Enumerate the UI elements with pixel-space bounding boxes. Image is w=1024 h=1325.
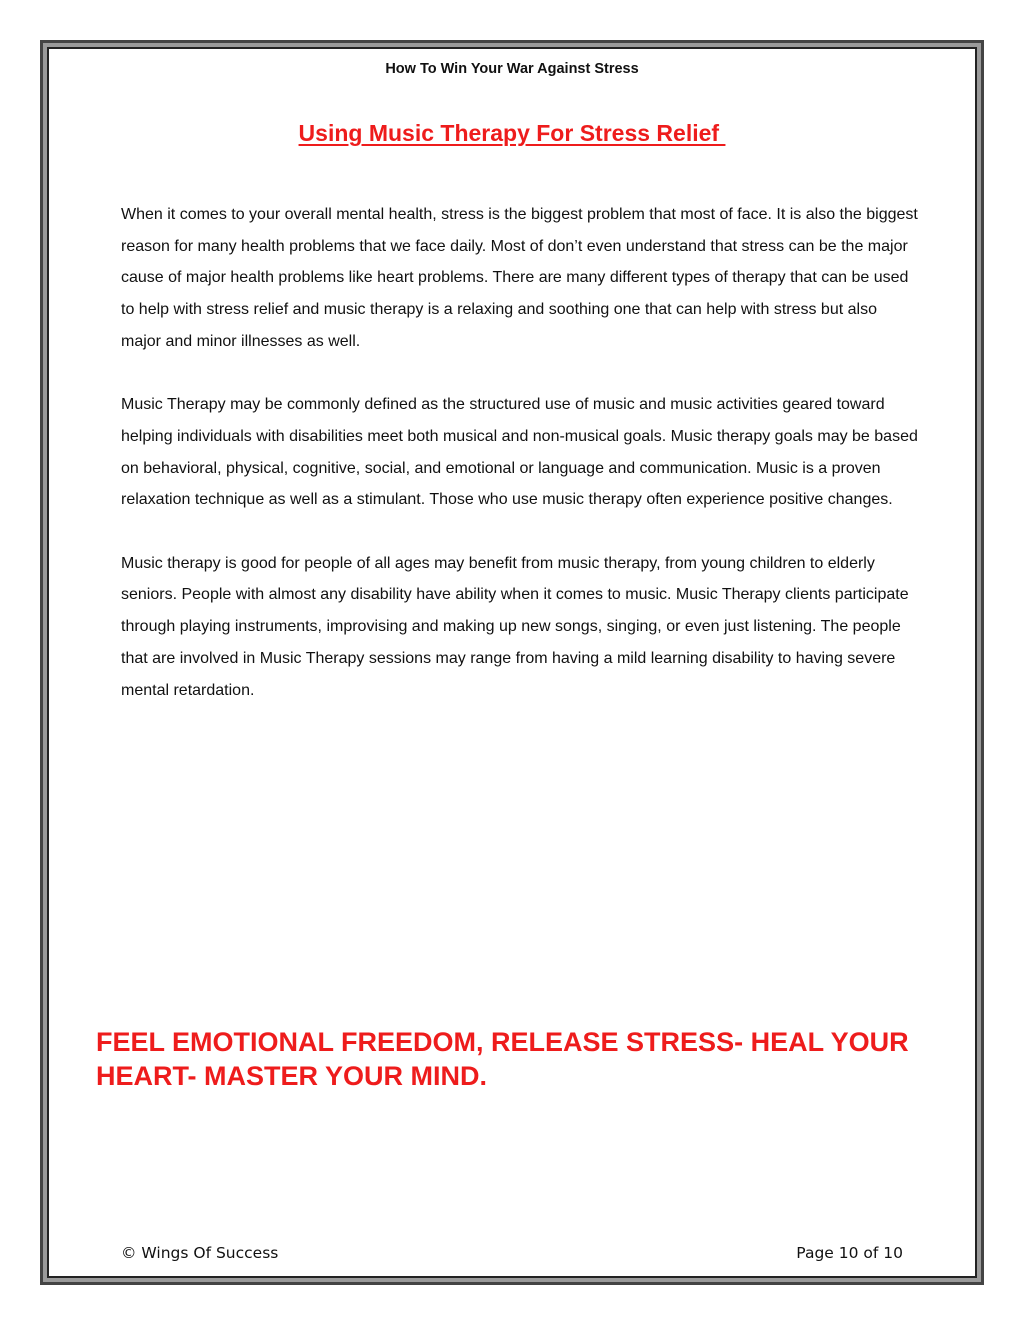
page-title: Using Music Therapy For Stress Relief [298,120,726,146]
running-header: How To Win Your War Against Stress [385,61,639,77]
copyright-text: © Wings Of Success [121,1244,279,1262]
page-number: Page 10 of 10 [796,1244,903,1262]
paragraph-2: Music Therapy may be commonly defined as the structured use of music and music activities geared toward helping individuals with disabilities meet both musical and non-musical goals. Music therapy goals may be based on behavioral, physical, cognitive, social, and emotional or language and communication. Music is a proven relaxation technique as well as a stimulant. Those who use music therapy often experience positive changes. [121,396,918,509]
body-text [121,199,921,738]
paragraph-3: Music therapy is good for people of all ages may benefit from music therapy, from young children to elderly seniors. People with almost any disability have ability when it comes to music. Music Therapy clients participate through playing instruments, improvising and making up new songs, singing, or even just listening. The people that are involved in Music Therapy sessions may range from having a mild learning disability to having severe mental retardation. [121,554,909,699]
call-to-action: FEEL EMOTIONAL FREEDOM, RELEASE STRESS- HEAL YOUR HEART- MASTER YOUR MIND. [96,1027,909,1091]
page-footer [121,1244,903,1262]
paragraph-1: When it comes to your overall mental health, stress is the biggest problem that most of face. It is also the biggest reason for many health problems that we face daily. Most of don’t even understand that stress can be the major cause of major health problems like heart problems. There are many different types of therapy that can be used to help with stress relief and music therapy is a relaxing and soothing one that can help with stress but also major and minor illnesses as well. [121,206,918,350]
